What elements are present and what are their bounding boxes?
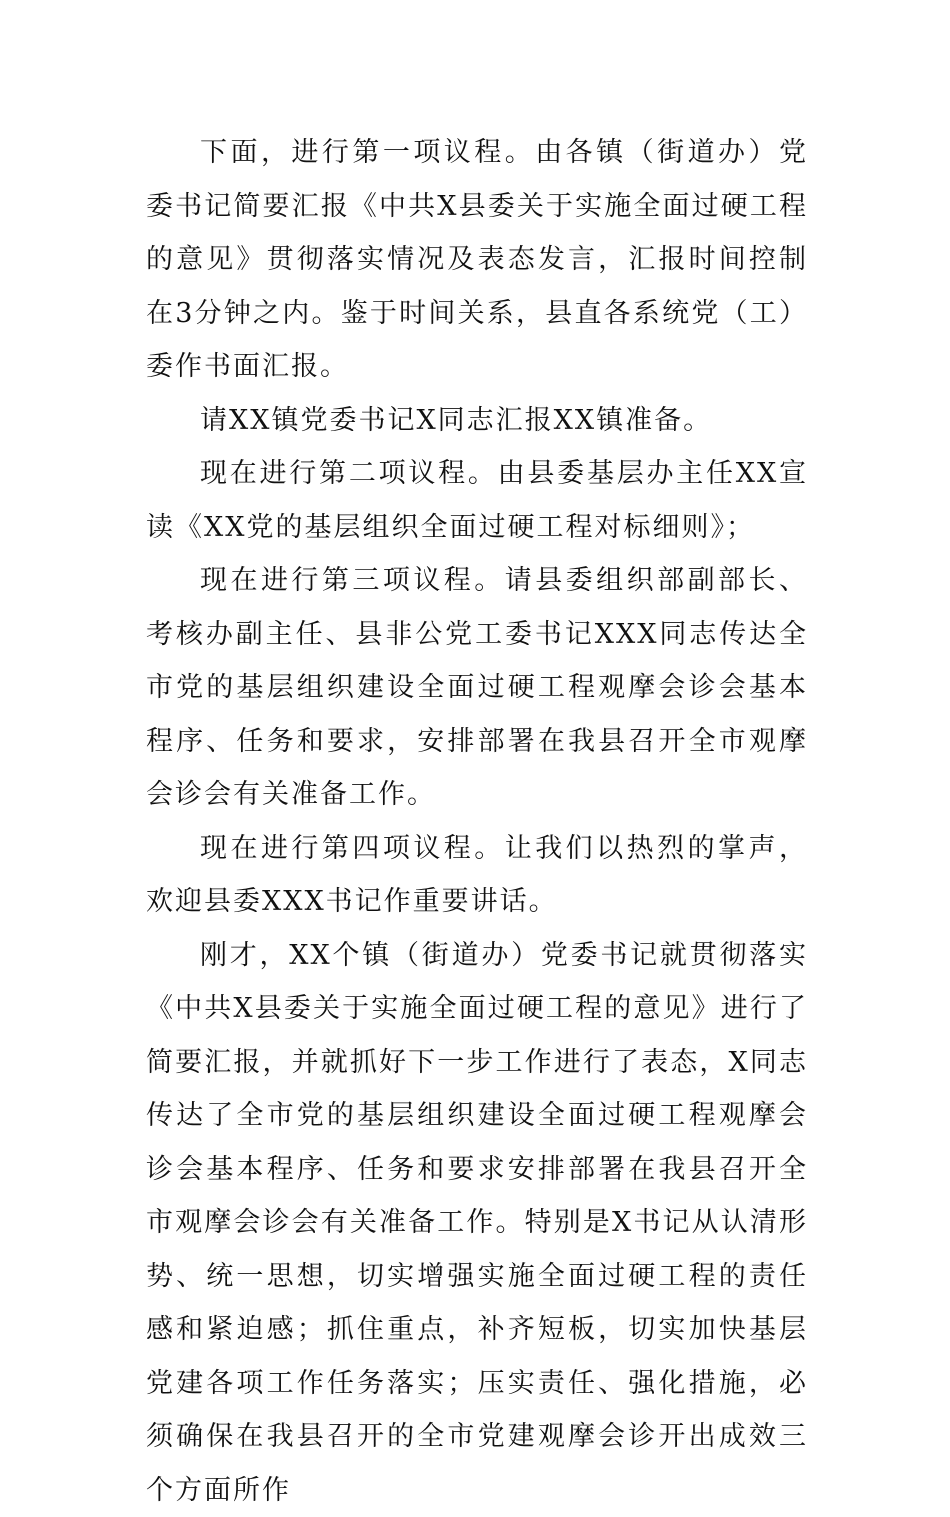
paragraph-agenda-2: 现在进行第二项议程。由县委基层办主任XX宣读《XX党的基层组织全面过硬工程对标细则》； — [146, 447, 808, 554]
paragraph-summary: 刚才，XX个镇（街道办）党委书记就贯彻落实《中共X县委关于实施全面过硬工程的意见》进行了简要汇报，并就抓好下一步工作进行了表态，X同志传达了全市党的基层组织建设全面过硬工程观摩会诊会基本程序、任务和要求安排部署在我县召开全市观摩会诊会有关准备工作。特别是X书记从认清形势、统一思想，切实增强实施全面过硬工程的责任感和紧迫感；抓住重点，补齐短板，切实加快基层党建各项工作任务落实；压实责任、强化措施，必须确保在我县召开的全市党建观摩会诊开出成效三个方面所作 — [146, 929, 808, 1517]
paragraph-agenda-1: 下面，进行第一项议程。由各镇（街道办）党委书记简要汇报《中共X县委关于实施全面过硬工程的意见》贯彻落实情况及表态发言，汇报时间控制在3分钟之内。鉴于时间关系，县直各系统党（工）委作书面汇报。 — [146, 126, 808, 394]
paragraph-report-request: 请XX镇党委书记X同志汇报XX镇准备。 — [146, 394, 808, 448]
paragraph-agenda-3: 现在进行第三项议程。请县委组织部副部长、考核办副主任、县非公党工委书记XXX同志传达全市党的基层组织建设全面过硬工程观摩会诊会基本程序、任务和要求，安排部署在我县召开全市观摩会诊会有关准备工作。 — [146, 554, 808, 822]
paragraph-agenda-4: 现在进行第四项议程。让我们以热烈的掌声，欢迎县委XXX书记作重要讲话。 — [146, 822, 808, 929]
document-body — [146, 126, 808, 1517]
